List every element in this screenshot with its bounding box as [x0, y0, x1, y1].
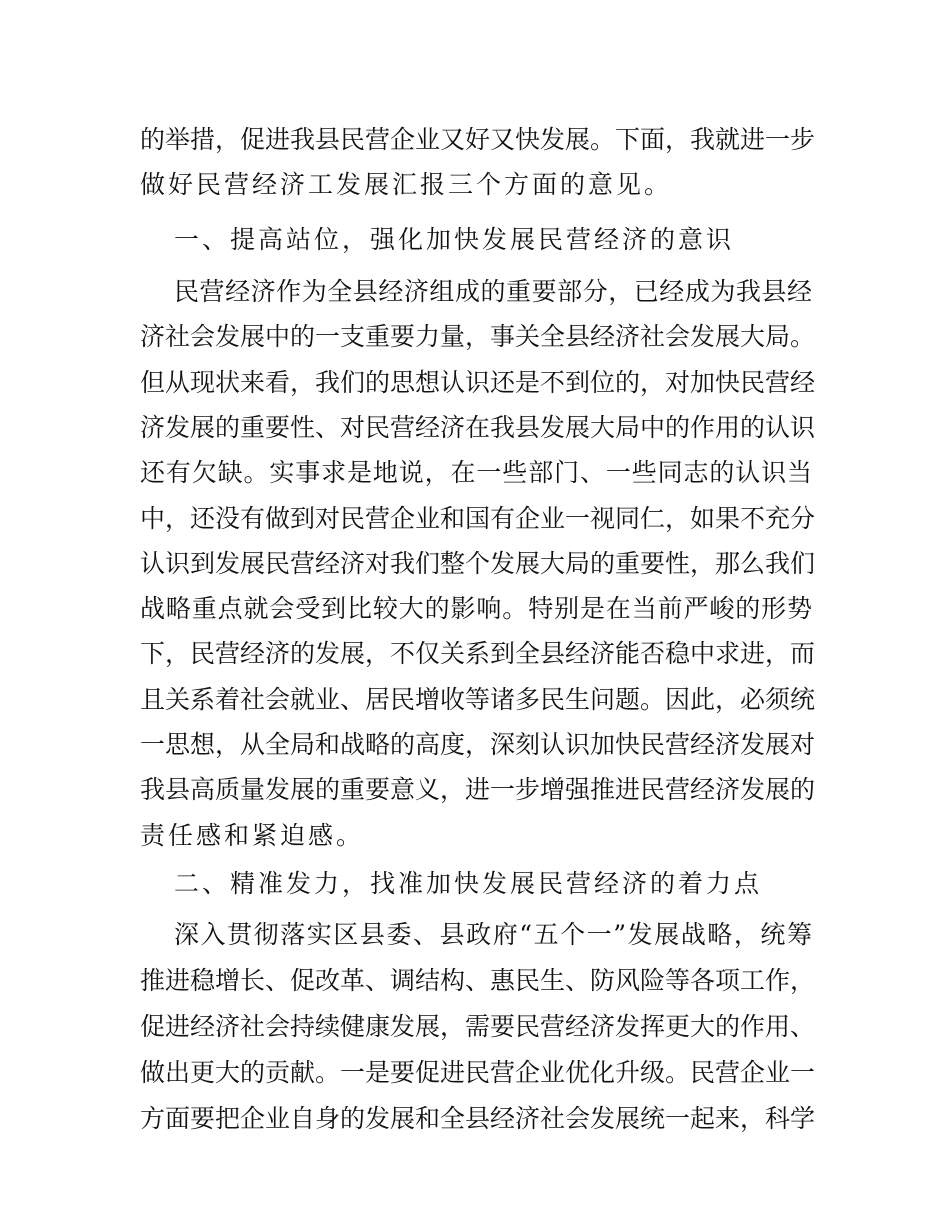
paragraph-line: 中，还没有做到对民营企业和国有企业一视同仁，如果不充分 [140, 504, 816, 533]
paragraph-line: 战略重点就会受到比较大的影响。特别是在当前严峻的形势 [140, 594, 812, 623]
paragraph-line: 推进稳增长、促改革、调结构、惠民生、防风险等各项工作， [140, 966, 816, 995]
section-heading-1: 一、提高站位，强化加快发展民营经济的意识 [174, 225, 735, 254]
paragraph-line: 济发展的重要性、对民营经济在我县发展大局中的作用的认识 [140, 413, 816, 442]
paragraph-line: 责任感和紧迫感。 [140, 821, 365, 850]
section-heading-2: 二、精准发力，找准加快发展民营经济的着力点 [174, 869, 763, 898]
paragraph-line: 且关系着社会就业、居民增收等诸多民生问题。因此，必须统 [140, 685, 816, 714]
paragraph-line: 济社会发展中的一支重要力量，事关全县经济社会发展大局。 [140, 322, 816, 351]
paragraph-line: 的举措，促进我县民营企业又好又快发展。下面，我就进一步 [140, 125, 816, 154]
paragraph-line: 做好民营经济工发展汇报三个方面的意见。 [140, 170, 673, 199]
paragraph-line: 方面要把企业自身的发展和全县经济社会发展统一起来，科学 [140, 1104, 816, 1133]
paragraph-line: 但从现状来看，我们的思想认识还是不到位的，对加快民营经 [140, 368, 816, 397]
paragraph-line: 做出更大的贡献。一是要促进民营企业优化升级。民营企业一 [140, 1058, 816, 1087]
paragraph-line: 民营经济作为全县经济组成的重要部分，已经成为我县经 [174, 277, 812, 306]
paragraph-line: 促进经济社会持续健康发展，需要民营经济发挥更大的作用、 [140, 1012, 816, 1041]
paragraph-line: 深入贯彻落实区县委、县政府“五个一”发展战略，统筹 [174, 920, 812, 949]
paragraph-line: 下，民营经济的发展，不仅关系到全县经济能否稳中求进，而 [140, 639, 816, 668]
paragraph-line: 认识到发展民营经济对我们整个发展大局的重要性，那么我们 [140, 549, 816, 578]
paragraph-line: 一思想，从全局和战略的高度，深刻认识加快民营经济发展对 [140, 730, 816, 759]
paragraph-line: 我县高质量发展的重要意义，进一步增强推进民营经济发展的 [140, 775, 816, 804]
paragraph-line: 还有欠缺。实事求是地说，在一些部门、一些同志的认识当 [140, 458, 812, 487]
